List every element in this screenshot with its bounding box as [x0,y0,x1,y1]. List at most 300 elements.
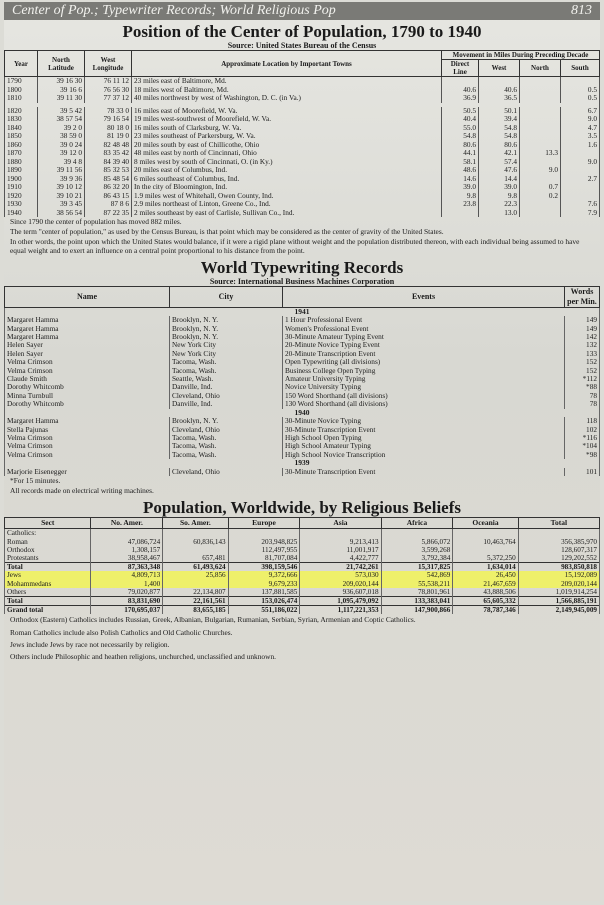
running-head-text: Center of Pop.; Typewriter Records; World Religious Pop [12,3,336,18]
value-cell [163,546,228,554]
table-row [5,383,600,391]
event-name: High School Amateur Typing [283,442,565,450]
year-cell: 1910 [5,183,38,192]
year-cell: 1830 [5,115,38,124]
event-name: 30-Minute Transcription Event [283,468,565,476]
table-row [5,392,600,400]
typist-city: Tacoma, Wash. [170,451,283,459]
typist-city: Danville, Ind. [170,383,283,391]
value-cell: 573,030 [300,571,381,579]
west-cell: 80.6 [479,141,520,150]
table-row [5,442,600,450]
typist-city: Tacoma, Wash. [170,367,283,375]
direct-cell: 58.1 [442,158,479,167]
typist-name: Helen Sayer [5,350,170,358]
table-row [5,86,600,95]
west-cell: 39.0 [479,183,520,192]
location-cell: 20 miles east of Columbus, Ind. [132,166,442,175]
table-row [5,358,600,366]
west-cell: 47.6 [479,166,520,175]
words-per-minute: 152 [565,358,600,366]
typist-name: Velma Crimson [5,442,170,450]
event-name: 30-Minute Novice Typing [283,417,565,425]
longitude-cell: 86 32 20 [85,183,132,192]
direct-cell: 80.6 [442,141,479,150]
words-per-minute: 118 [565,417,600,425]
value-cell [453,546,518,554]
north-cell [520,77,561,86]
south-cell: 0.5 [561,94,600,103]
latitude-cell: 39 16 6 [38,86,85,95]
latitude-cell: 39 12 0 [38,149,85,158]
value-cell: 83,655,185 [163,606,228,615]
value-cell: 551,186,022 [228,606,300,615]
table-row [5,333,600,341]
col-west: West [479,60,520,77]
year-cell: 1880 [5,158,38,167]
typist-city: Tacoma, Wash. [170,434,283,442]
value-cell: 83,831,690 [91,596,163,605]
north-cell [520,132,561,141]
south-cell: 9.0 [561,115,600,124]
north-cell: 13.3 [520,149,561,158]
row-label: Others [5,588,91,597]
words-per-minute: 78 [565,400,600,408]
typist-name: Velma Crimson [5,434,170,442]
words-per-minute: 152 [565,367,600,375]
year-group-label: 1940 [5,409,600,417]
value-cell: 79,020,877 [91,588,163,597]
longitude-cell: 85 48 54 [85,175,132,184]
north-cell: 9.0 [520,166,561,175]
location-cell: 1.9 miles west of Whitehall, Owen County, Ind. [132,192,442,201]
value-cell: 1,117,221,353 [300,606,381,615]
year-group-row [5,409,600,417]
words-per-minute: 102 [565,426,600,434]
typist-city: Danville, Ind. [170,400,283,408]
south-cell [561,183,600,192]
west-cell: 42.1 [479,149,520,158]
words-per-minute: *104 [565,442,600,450]
table-row [5,417,600,425]
value-cell: 81,707,084 [228,554,300,563]
row-label: Jews [5,571,91,579]
latitude-cell: 39 3 45 [38,200,85,209]
col-movement: Movement in Miles During Preceding Decade [442,51,600,60]
value-cell: 1,566,885,191 [518,596,599,605]
location-cell: 20 miles south by east of Chillicothe, Ohio [132,141,442,150]
value-cell: 47,086,724 [91,538,163,546]
location-cell: 18 miles west of Baltimore, Md. [132,86,442,95]
direct-cell: 50.5 [442,107,479,116]
west-cell: 36.5 [479,94,520,103]
event-name: Open Typewriting (all divisions) [283,358,565,366]
latitude-cell: 39 4 8 [38,158,85,167]
event-name: 150 Word Shorthand (all divisions) [283,392,565,400]
north-cell [520,175,561,184]
col-north-lat: North Latitude [38,51,85,77]
typist-name: Helen Sayer [5,341,170,349]
value-cell: 137,881,585 [228,588,300,597]
column-header: Total [518,518,599,529]
value-cell: 5,866,072 [381,538,453,546]
north-cell [520,86,561,95]
note-paragraph: Since 1790 the center of population has moved 882 miles. [10,217,182,226]
col-city: City [170,286,283,307]
note-paragraph: In other words, the point upon which the United States would balance, if it were a rigid plane without weight and the population distributed thereon, with each individual being assumed to have equal weight and to exert an influence on a central point proportional to his distance from the point. [10,237,580,255]
typist-city: Brooklyn, N. Y. [170,325,283,333]
latitude-cell: 38 56 54 [38,209,85,218]
row-label: Roman [5,538,91,546]
latitude-cell: 39 5 42 [38,107,85,116]
table-row [5,588,600,597]
col-west-long: West Longitude [85,51,132,77]
latitude-cell: 39 10 21 [38,192,85,201]
south-cell: 1.6 [561,141,600,150]
center-pop-source: Source: United States Bureau of the Census [227,41,377,50]
words-per-minute: *98 [565,451,600,459]
west-cell [479,77,520,86]
row-label: Total [5,563,91,572]
value-cell: 4,809,713 [91,571,163,579]
year-cell: 1870 [5,149,38,158]
table-row [5,426,600,434]
year-cell: 1920 [5,192,38,201]
note-paragraph: Orthodox (Eastern) Catholics includes Russian, Greek, Albanian, Bulgarian, Rumanian, Serbian, Syrian, Armenian and Coptic Catholics. [10,615,416,625]
value-cell: 60,836,143 [163,538,228,546]
typist-name: Margaret Hamma [5,417,170,425]
value-cell: 10,463,764 [453,538,518,546]
latitude-cell: 38 57 54 [38,115,85,124]
note-paragraph: The term "center of population," as used by the Census Bureau, is that point which may be considered as the center of gravity of the United States. [10,227,444,237]
year-cell: 1940 [5,209,38,218]
col-name: Name [5,286,170,307]
direct-cell: 9.8 [442,192,479,201]
year-cell: 1860 [5,141,38,150]
words-per-minute: 132 [565,341,600,349]
words-per-minute: *88 [565,383,600,391]
year-cell: 1800 [5,86,38,95]
value-cell [381,529,453,538]
note-paragraph: *For 15 minutes. [10,475,61,485]
latitude-cell: 39 16 30 [38,77,85,86]
value-cell: 657,481 [163,554,228,563]
latitude-cell: 39 0 24 [38,141,85,150]
table-row [5,434,600,442]
table-row [5,192,600,201]
table-row [5,596,600,605]
north-cell: 0.7 [520,183,561,192]
words-per-minute: 149 [565,316,600,324]
event-name: Novice University Typing [283,383,565,391]
value-cell: 55,538,211 [381,580,453,588]
value-cell [228,529,300,538]
typist-city: Cleveland, Ohio [170,392,283,400]
note-paragraph: Roman Catholics include also Polish Catholics and Old Catholic Churches. [10,627,233,637]
note-paragraph: All records made on electrical writing machines. [10,486,154,496]
value-cell: 9,372,666 [228,571,300,579]
value-cell: 398,159,546 [228,563,300,572]
table-row [5,580,600,588]
table-row [5,563,600,572]
event-name: Women's Professional Event [283,325,565,333]
value-cell: 3,792,384 [381,554,453,563]
table-row [5,115,600,124]
value-cell: 153,026,474 [228,596,300,605]
south-cell: 7.9 [561,209,600,218]
religions-notes [4,614,600,663]
column-header: No. Amer. [91,518,163,529]
table-row [5,316,600,324]
typist-name: Dorothy Whitcomb [5,400,170,408]
value-cell [163,529,228,538]
west-cell: 13.0 [479,209,520,218]
location-cell: 23 miles southeast of Parkersburg, W. Va. [132,132,442,141]
table-row [5,200,600,209]
table-row [5,175,600,184]
west-cell: 57.4 [479,158,520,167]
note-paragraph: Others include Philosophic and heathen religions, unchurched, unclassified and unknown. [10,651,277,661]
center-pop-notes [4,217,600,256]
west-cell: 9.8 [479,192,520,201]
typist-city: Cleveland, Ohio [170,468,283,476]
value-cell: 22,161,561 [163,596,228,605]
typist-city: Tacoma, Wash. [170,358,283,366]
table-row [5,341,600,349]
row-label: Total [5,596,91,605]
table-row [5,606,600,615]
typist-name: Minna Turnbull [5,392,170,400]
words-per-minute: 78 [565,392,600,400]
south-cell [561,166,600,175]
value-cell [163,580,228,588]
value-cell: 2,149,945,009 [518,606,599,615]
direct-cell [442,77,479,86]
location-cell: 2 miles southeast by east of Carlisle, Sullivan Co., Ind. [132,209,442,218]
center-pop-title: Position of the Center of Population, 1790 to 1940 [122,22,482,41]
north-cell [520,200,561,209]
location-cell: 19 miles west-southwest of Moorefield, W. Va. [132,115,442,124]
column-header: Sect [5,518,91,529]
west-cell: 22.3 [479,200,520,209]
table-row [5,77,600,86]
value-cell: 43,888,506 [453,588,518,597]
typewriting-table [4,286,600,476]
latitude-cell: 39 10 12 [38,183,85,192]
direct-cell: 40.6 [442,86,479,95]
south-cell [561,192,600,201]
table-row [5,158,600,167]
words-per-minute: 142 [565,333,600,341]
table-row [5,529,600,538]
religions-table [4,517,600,614]
longitude-cell: 77 37 12 [85,94,132,103]
year-cell: 1900 [5,175,38,184]
row-label: Mohammedans [5,580,91,588]
value-cell [453,529,518,538]
year-cell: 1850 [5,132,38,141]
event-name: 20-Minute Transcription Event [283,350,565,358]
table-row [5,209,600,218]
value-cell: 4,422,777 [300,554,381,563]
center-pop-table [4,50,600,217]
value-cell: 1,400 [91,580,163,588]
longitude-cell: 76 56 30 [85,86,132,95]
latitude-cell: 39 9 36 [38,175,85,184]
value-cell: 15,317,825 [381,563,453,572]
typist-name: Claude Smith [5,375,170,383]
table-row [5,571,600,579]
latitude-cell: 39 11 30 [38,94,85,103]
value-cell: 129,202,552 [518,554,599,563]
longitude-cell: 86 43 15 [85,192,132,201]
col-north: North [520,60,561,77]
value-cell: 1,634,014 [453,563,518,572]
event-name: 20-Minute Novice Typing Event [283,341,565,349]
typist-name: Margaret Hamma [5,325,170,333]
value-cell: 65,605,332 [453,596,518,605]
longitude-cell: 82 48 48 [85,141,132,150]
north-cell [520,141,561,150]
west-cell: 40.6 [479,86,520,95]
value-cell: 209,020,144 [518,580,599,588]
row-label: Grand total [5,606,91,615]
table-row [5,375,600,383]
west-cell: 54.8 [479,132,520,141]
north-cell [520,107,561,116]
location-cell: 16 miles south of Clarksburg, W. Va. [132,124,442,133]
typewriting-notes [4,476,600,496]
north-cell: 0.2 [520,192,561,201]
longitude-cell: 81 19 0 [85,132,132,141]
typist-name: Velma Crimson [5,358,170,366]
note-paragraph: Jews include Jews by race not necessarily by religion. [10,639,170,649]
event-name: High School Open Typing [283,434,565,442]
typist-name: Dorothy Whitcomb [5,383,170,391]
column-header: Oceania [453,518,518,529]
value-cell: 11,001,917 [300,546,381,554]
value-cell: 209,020,144 [300,580,381,588]
south-cell [561,149,600,158]
value-cell: 356,385,970 [518,538,599,546]
typewriting-source: Source: International Business Machines Corporation [209,276,395,286]
table-row [5,149,600,158]
event-name: Amateur University Typing [283,375,565,383]
year-cell: 1890 [5,166,38,175]
direct-cell: 54.8 [442,132,479,141]
value-cell: 133,383,041 [381,596,453,605]
typist-city: Tacoma, Wash. [170,442,283,450]
longitude-cell: 78 33 0 [85,107,132,116]
value-cell: 22,134,807 [163,588,228,597]
year-group-label: 1939 [5,459,600,467]
north-cell [520,209,561,218]
table-row [5,400,600,408]
table-row [5,554,600,563]
year-cell: 1840 [5,124,38,133]
column-header: Africa [381,518,453,529]
value-cell: 112,497,955 [228,546,300,554]
south-cell [561,77,600,86]
religions-title: Population, Worldwide, by Religious Beliefs [142,498,461,518]
table-row [5,141,600,150]
direct-cell: 39.0 [442,183,479,192]
location-cell: 23 miles east of Baltimore, Md. [132,77,442,86]
table-row [5,107,600,116]
value-cell: 5,372,250 [453,554,518,563]
west-cell: 54.8 [479,124,520,133]
row-label: Protestants [5,554,91,563]
longitude-cell: 79 16 54 [85,115,132,124]
table-row [5,468,600,476]
table-row [5,132,600,141]
typist-name: Marjorie Eisenegger [5,468,170,476]
year-cell: 1790 [5,77,38,86]
col-year: Year [5,51,38,77]
typist-name: Velma Crimson [5,451,170,459]
direct-cell: 40.4 [442,115,479,124]
west-cell: 14.4 [479,175,520,184]
table-row [5,367,600,375]
event-name: 30-Minute Amateur Typing Event [283,333,565,341]
table-row [5,124,600,133]
value-cell: 170,695,037 [91,606,163,615]
table-row [5,325,600,333]
words-per-minute: 133 [565,350,600,358]
almanac-page [4,2,600,901]
event-name: Business College Open Typing [283,367,565,375]
row-label: Catholics: [5,529,91,538]
south-cell: 2.7 [561,175,600,184]
latitude-cell: 39 2 0 [38,124,85,133]
value-cell: 983,850,818 [518,563,599,572]
direct-cell: 44.1 [442,149,479,158]
value-cell: 78,787,346 [453,606,518,615]
direct-cell: 55.0 [442,124,479,133]
table-row [5,94,600,103]
longitude-cell: 83 35 42 [85,149,132,158]
value-cell: 25,856 [163,571,228,579]
typist-city: Seattle, Wash. [170,375,283,383]
south-cell: 3.5 [561,132,600,141]
south-cell: 4.7 [561,124,600,133]
north-cell [520,115,561,124]
location-cell: 6 miles southeast of Columbus, Ind. [132,175,442,184]
running-head [4,2,600,20]
location-cell: 48 miles east by north of Cincinnati, Ohio [132,149,442,158]
year-group-row [5,459,600,467]
column-header: Europe [228,518,300,529]
table-row [5,538,600,546]
value-cell: 936,607,018 [300,588,381,597]
words-per-minute: *112 [565,375,600,383]
south-cell: 9.0 [561,158,600,167]
value-cell: 26,450 [453,571,518,579]
row-label: Orthodox [5,546,91,554]
direct-cell: 36.9 [442,94,479,103]
col-direct: Direct Line [442,60,479,77]
table-row [5,350,600,358]
value-cell: 1,308,157 [91,546,163,554]
direct-cell: 14.6 [442,175,479,184]
location-cell: 8 miles west by south of Cincinnati, O. (in Ky.) [132,158,442,167]
event-name: High School Novice Transcription [283,451,565,459]
longitude-cell: 87 22 35 [85,209,132,218]
table-row [5,166,600,175]
year-cell: 1820 [5,107,38,116]
typist-name: Margaret Hamma [5,333,170,341]
words-per-minute: *116 [565,434,600,442]
